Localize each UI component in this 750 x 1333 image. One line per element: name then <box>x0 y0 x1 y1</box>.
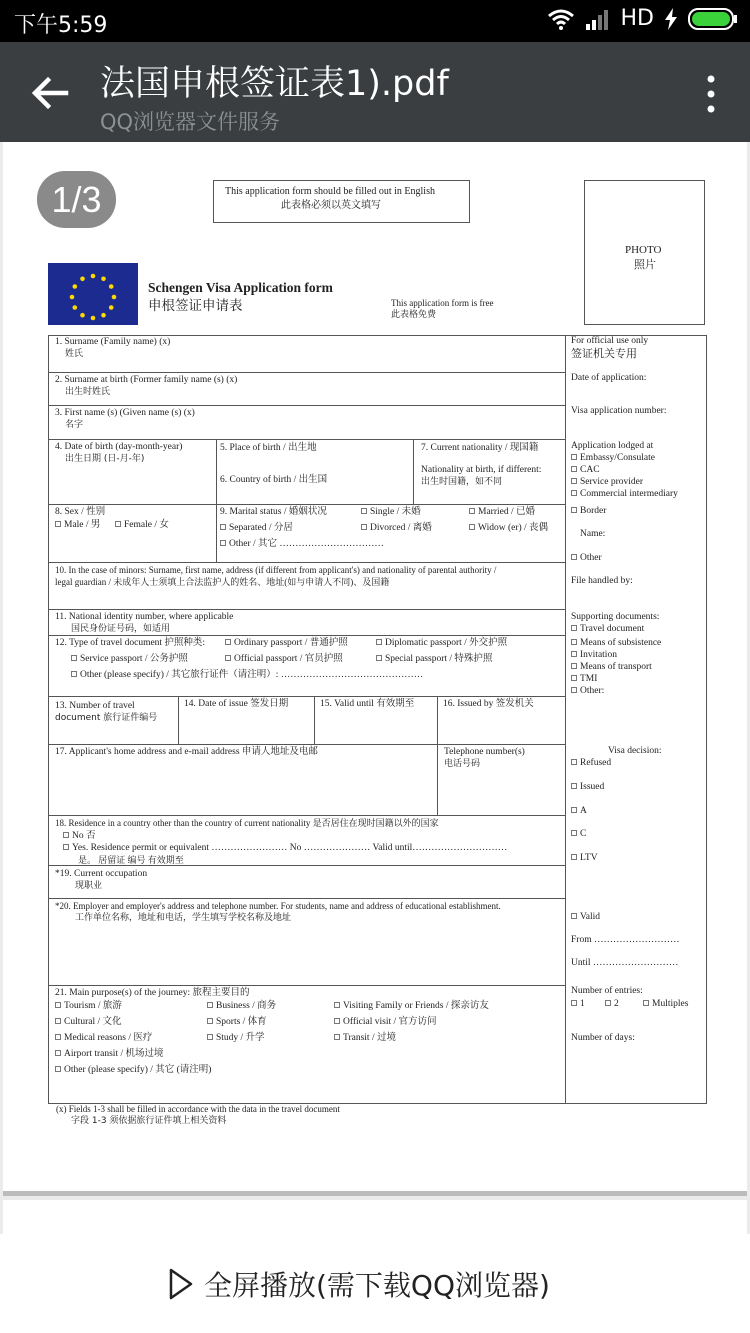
field-19-occupation-en: *19. Current occupation <box>55 869 148 879</box>
field-12-travel-doc: 12. Type of travel document 护照种类: <box>55 638 206 648</box>
doc-special-label: Special passport / 特殊护照 <box>385 654 493 664</box>
field-17-telephone-cn: 电话号码 <box>444 759 481 769</box>
document-title: 法国申根签证表1).pdf <box>100 64 449 104</box>
english-note-en: This application form should be filled out in English <box>225 186 435 197</box>
battery-icon <box>688 7 738 31</box>
field-4-dob-en: 4. Date of birth (day-month-year) <box>55 442 183 452</box>
marital-other-option[interactable] <box>220 538 384 550</box>
official-entries-1: 1 <box>571 998 585 1010</box>
residence-yes-cn: 是。 居留证 编号 有效期至 <box>78 855 184 865</box>
residence-yes-label: Yes. Residence permit or equivalent …………………… No ………………… Valid until………………………… <box>72 843 508 853</box>
marital-widow-label: Widow (er) / 丧偶 <box>478 523 549 533</box>
official-type-a: A <box>571 805 587 817</box>
form-title-en: Schengen Visa Application form <box>148 280 333 295</box>
purpose-airport-label: Airport transit / 机场过境 <box>64 1049 164 1059</box>
purpose-medical-label: Medical reasons / 医疗 <box>64 1033 153 1043</box>
free-note-cn: 此表格免费 <box>391 310 437 320</box>
official-border: Border <box>571 505 606 517</box>
eu-flag-logo <box>48 263 138 325</box>
field-13-doc-number-cn: document 旅行证件编号 <box>55 713 158 723</box>
purpose-other-label: Other (please specify) / 其它 (请注明) <box>64 1065 212 1075</box>
pdf-page[interactable] <box>3 142 747 1196</box>
photo-label-cn: 照片 <box>634 258 656 271</box>
sex-male-option[interactable] <box>55 519 100 531</box>
footnote-cn: 字段 1-3 须依据旅行证件填上相关资料 <box>71 1116 227 1126</box>
english-note-cn: 此表格必须以英文填写 <box>281 200 381 211</box>
official-tmi: TMI <box>571 673 597 685</box>
official-type-ltv: LTV <box>571 852 598 864</box>
official-days: Number of days: <box>571 1033 635 1043</box>
field-20-employer-en: *20. Employer and employer's address and telephone number. For students, name and address of educational establishment. <box>55 901 501 911</box>
purpose-study-label: Study / 升学 <box>216 1033 265 1043</box>
official-until: Until ……………………… <box>571 958 679 968</box>
field-7-nationality-birth-en: Nationality at birth, if different: <box>421 465 542 475</box>
official-head-cn: 签证机关专用 <box>571 347 637 360</box>
page-indicator: 1/3 <box>37 171 116 228</box>
field-7-nationality-birth-cn: 出生时国籍，如不同 <box>421 477 503 487</box>
official-invitation: Invitation <box>571 649 617 661</box>
official-cac: CAC <box>571 464 600 476</box>
form-title-cn: 申根签证申请表 <box>148 298 243 314</box>
official-handled-by: File handled by: <box>571 576 633 586</box>
purpose-other-option[interactable] <box>55 1064 211 1076</box>
footnote-en: (x) Fields 1-3 shall be filled in accordance with the data in the travel document <box>56 1104 340 1114</box>
field-11-national-id-en: 11. National identity number, where applicable <box>55 612 234 622</box>
fullscreen-label: 全屏播放(需下载QQ浏览器) <box>204 1269 550 1302</box>
field-3-first-name-cn: 名字 <box>65 420 84 430</box>
purpose-study-option[interactable] <box>207 1032 265 1044</box>
official-visa-number: Visa application number: <box>571 406 667 416</box>
network-type: HD <box>620 6 654 31</box>
sex-female-label: Female / 女 <box>124 520 169 530</box>
sex-male-label: Male / 男 <box>64 520 101 530</box>
purpose-cultural-label: Cultural / 文化 <box>64 1017 122 1027</box>
purpose-official-option[interactable] <box>334 1016 437 1028</box>
marital-divorced-label: Divorced / 离婚 <box>370 523 432 533</box>
official-embassy: Embassy/Consulate <box>571 452 655 464</box>
purpose-transit-label: Transit / 过境 <box>343 1033 396 1043</box>
doc-diplomatic-option[interactable] <box>376 637 507 649</box>
doc-official-label: Official passport / 官员护照 <box>234 654 343 664</box>
field-17-address: 17. Applicant's home address and e-mail address 申请人地址及电邮 <box>55 747 318 757</box>
doc-special-option[interactable] <box>376 653 492 665</box>
field-9-marital: 9. Marital status / 婚姻状况 <box>220 507 327 517</box>
marital-widow-option[interactable] <box>469 522 548 534</box>
status-bar <box>0 0 750 42</box>
field-6-country-birth: 6. Country of birth / 出生国 <box>220 475 328 485</box>
free-note-en: This application form is free <box>391 298 494 308</box>
charging-icon <box>664 8 678 30</box>
field-1-surname-cn: 姓氏 <box>65 349 84 359</box>
official-subsistence: Means of subsistence <box>571 637 661 649</box>
status-time: 下午5:59 <box>14 13 108 38</box>
official-refused: Refused <box>571 757 611 769</box>
photo-label-en: PHOTO <box>625 244 662 256</box>
doc-ordinary-label: Ordinary passport / 普通护照 <box>234 638 348 648</box>
purpose-tourism-label: Tourism / 旅游 <box>64 1001 122 1011</box>
purpose-official-label: Official visit / 官方访问 <box>343 1017 437 1027</box>
purpose-airport-option[interactable] <box>55 1048 163 1060</box>
official-other: Other <box>571 552 602 564</box>
marital-separated-option[interactable] <box>220 522 293 534</box>
marital-divorced-option[interactable] <box>361 522 432 534</box>
official-head-en: For official use only <box>571 336 649 346</box>
field-8-sex: 8. Sex / 性别 <box>55 507 106 517</box>
field-4-dob-cn: 出生日期 (日-月-年) <box>65 454 145 464</box>
purpose-transit-option[interactable] <box>334 1032 396 1044</box>
field-13-doc-number-en: 13. Number of travel <box>55 701 135 711</box>
field-10-minors-en: 10. In the case of minors: Surname, first name, address (if different from applicant's) and nationality of parental authority / <box>55 565 497 575</box>
fullscreen-play-button[interactable] <box>168 1264 550 1304</box>
purpose-visiting-label: Visiting Family or Friends / 探亲访友 <box>343 1001 489 1011</box>
bottom-bar <box>0 1234 750 1333</box>
doc-service-label: Service passport / 公务护照 <box>80 654 188 664</box>
field-5-place-birth: 5. Place of birth / 出生地 <box>220 443 317 453</box>
marital-single-label: Single / 未婚 <box>370 507 421 517</box>
official-issued: Issued <box>571 781 604 793</box>
official-from: From ……………………… <box>571 935 680 945</box>
field-14-date-issue: 14. Date of issue 签发日期 <box>184 699 289 709</box>
purpose-tourism-option[interactable] <box>55 1000 122 1012</box>
official-other-docs: Other: <box>571 685 604 697</box>
marital-separated-label: Separated / 分居 <box>229 523 293 533</box>
residence-no-option[interactable] <box>63 830 96 842</box>
purpose-business-option[interactable] <box>207 1000 276 1012</box>
wifi-icon <box>547 8 575 30</box>
field-11-national-id-cn: 国民身份证号码，如适用 <box>71 624 171 634</box>
official-entries-multiple: Multiples <box>643 998 688 1010</box>
field-21-purpose: 21. Main purpose(s) of the journey: 旅程主要目的 <box>55 988 250 998</box>
residence-yes-option[interactable] <box>63 842 507 854</box>
field-7-nationality: 7. Current nationality / 现国籍 <box>421 443 539 453</box>
official-entries: Number of entries: <box>571 986 643 996</box>
official-valid: Valid <box>571 911 600 923</box>
purpose-sports-option[interactable] <box>207 1016 267 1028</box>
official-visa-decision: Visa decision: <box>608 746 662 756</box>
back-arrow-icon[interactable] <box>26 68 76 118</box>
more-options-icon[interactable] <box>706 74 716 114</box>
official-supporting-docs: Supporting documents: <box>571 612 660 622</box>
official-travel-doc: Travel document <box>571 623 644 635</box>
official-date-application: Date of application: <box>571 373 647 383</box>
field-3-first-name-en: 3. First name (s) (Given name (s) (x) <box>55 408 195 418</box>
field-18-residence: 18. Residence in a country other than the country of current nationality 是否居住在现时国籍以外的国家 <box>55 818 439 828</box>
field-17-telephone-en: Telephone number(s) <box>444 747 525 757</box>
doc-ordinary-option[interactable] <box>225 637 348 649</box>
doc-other-option[interactable] <box>71 669 423 681</box>
purpose-visiting-option[interactable] <box>334 1000 489 1012</box>
field-19-occupation-cn: 现职业 <box>75 881 103 891</box>
official-commercial: Commercial intermediary <box>571 488 678 500</box>
field-2-surname-birth-en: 2. Surname at birth (Former family name (s) (x) <box>55 375 238 385</box>
field-16-issued-by: 16. Issued by 签发机关 <box>443 699 534 709</box>
marital-other-label: Other / 其它 …………………………… <box>229 539 384 549</box>
purpose-business-label: Business / 商务 <box>216 1001 277 1011</box>
official-transport: Means of transport <box>571 661 652 673</box>
residence-no-label: No 否 <box>72 831 96 841</box>
doc-official-option[interactable] <box>225 653 343 665</box>
purpose-cultural-option[interactable] <box>55 1016 122 1028</box>
doc-service-option[interactable] <box>71 653 188 665</box>
official-lodged-at: Application lodged at <box>571 441 654 451</box>
marital-married-label: Married / 已婚 <box>478 507 535 517</box>
field-15-valid-until: 15. Valid until 有效期至 <box>320 699 415 709</box>
document-subtitle: QQ浏览器文件服务 <box>100 110 281 134</box>
official-entries-2: 2 <box>605 998 619 1010</box>
purpose-sports-label: Sports / 体育 <box>216 1017 267 1027</box>
marital-single-option[interactable] <box>361 506 421 518</box>
play-icon <box>168 1268 194 1300</box>
field-2-surname-birth-cn: 出生时姓氏 <box>65 387 111 397</box>
app-bar <box>0 42 750 142</box>
field-1-surname-en: 1. Surname (Family name) (x) <box>55 337 171 347</box>
sex-female-option[interactable] <box>115 519 169 531</box>
field-10-minors-cn: legal guardian / 未成年人士须填上合法监护人的姓名、地址(如与申请人不同)、及国籍 <box>55 577 390 587</box>
status-icons <box>547 6 738 31</box>
field-20-employer-cn: 工作单位名称，地址和电话，学生填写学校名称及地址 <box>75 913 292 923</box>
official-type-c: C <box>571 828 586 840</box>
purpose-medical-option[interactable] <box>55 1032 152 1044</box>
doc-other-label: Other (please specify) / 其它旅行证件（请注明）: ……………………………………… <box>80 670 424 680</box>
official-service-provider: Service provider <box>571 476 643 488</box>
marital-married-option[interactable] <box>469 506 535 518</box>
doc-diplomatic-label: Diplomatic passport / 外交护照 <box>385 638 508 648</box>
signal-icon <box>585 8 611 30</box>
official-name: Name: <box>580 529 606 539</box>
